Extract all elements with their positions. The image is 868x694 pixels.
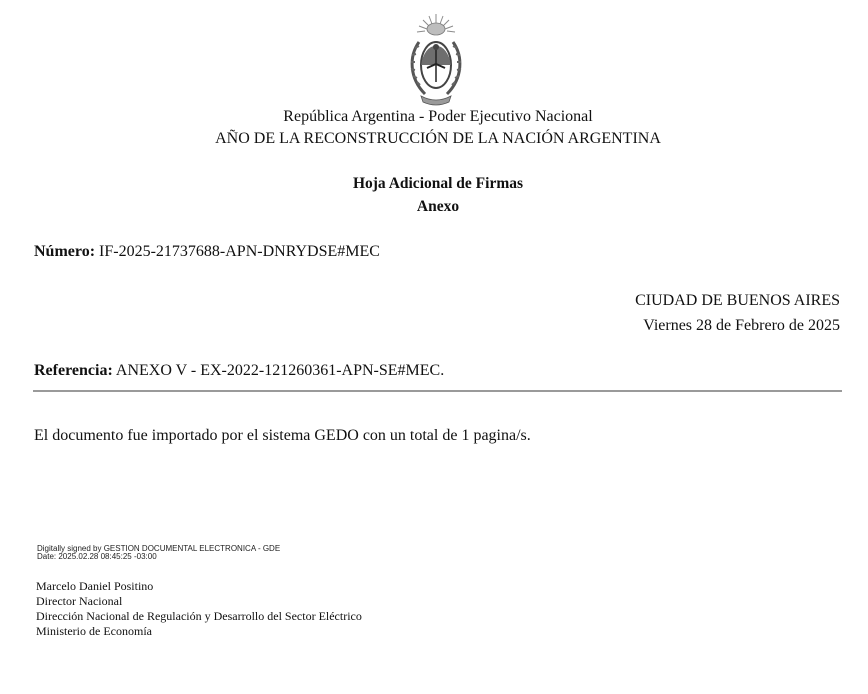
date-text: Viernes 28 de Febrero de 2025 (643, 317, 840, 334)
referencia-label: Referencia: (34, 362, 113, 379)
signer-office: Dirección Nacional de Regulación y Desarrollo del Sector Eléctrico (36, 609, 362, 623)
referencia-value: ANEXO V - EX-2022-121260361-APN-SE#MEC. (115, 362, 445, 379)
digital-signature-line-1: Digitally signed by GESTION DOCUMENTAL ELECTRONICA - GDE (37, 544, 281, 553)
horizontal-divider (33, 390, 842, 392)
signer-ministry: Ministerio de Economía (36, 624, 152, 638)
document-subtitle: Anexo (416, 198, 460, 215)
referencia-row (34, 361, 444, 381)
document-title: Hoja Adicional de Firmas (352, 175, 524, 192)
signer-block (36, 579, 362, 639)
header-line-1: República Argentina - Poder Ejecutivo Nacional (283, 108, 593, 125)
numero-label: Número: (34, 243, 96, 260)
body-paragraph: El documento fue importado por el sistema GEDO con un total de 1 pagina/s. (34, 427, 531, 444)
digital-signature-date: Date: 2025.02.28 08:45:25 -03:00 (37, 552, 157, 561)
numero-value: IF-2025-21737688-APN-DNRYDSE#MEC (99, 243, 380, 260)
digital-signature-stamp (37, 545, 280, 561)
signer-position: Director Nacional (36, 594, 123, 608)
city-text: CIUDAD DE BUENOS AIRES (635, 292, 840, 309)
numero-row (34, 242, 380, 262)
coat-of-arms-seal (405, 12, 467, 108)
signer-name: Marcelo Daniel Positino (36, 579, 154, 593)
header-line-2: AÑO DE LA RECONSTRUCCIÓN DE LA NACIÓN ARGENTINA (215, 130, 661, 147)
